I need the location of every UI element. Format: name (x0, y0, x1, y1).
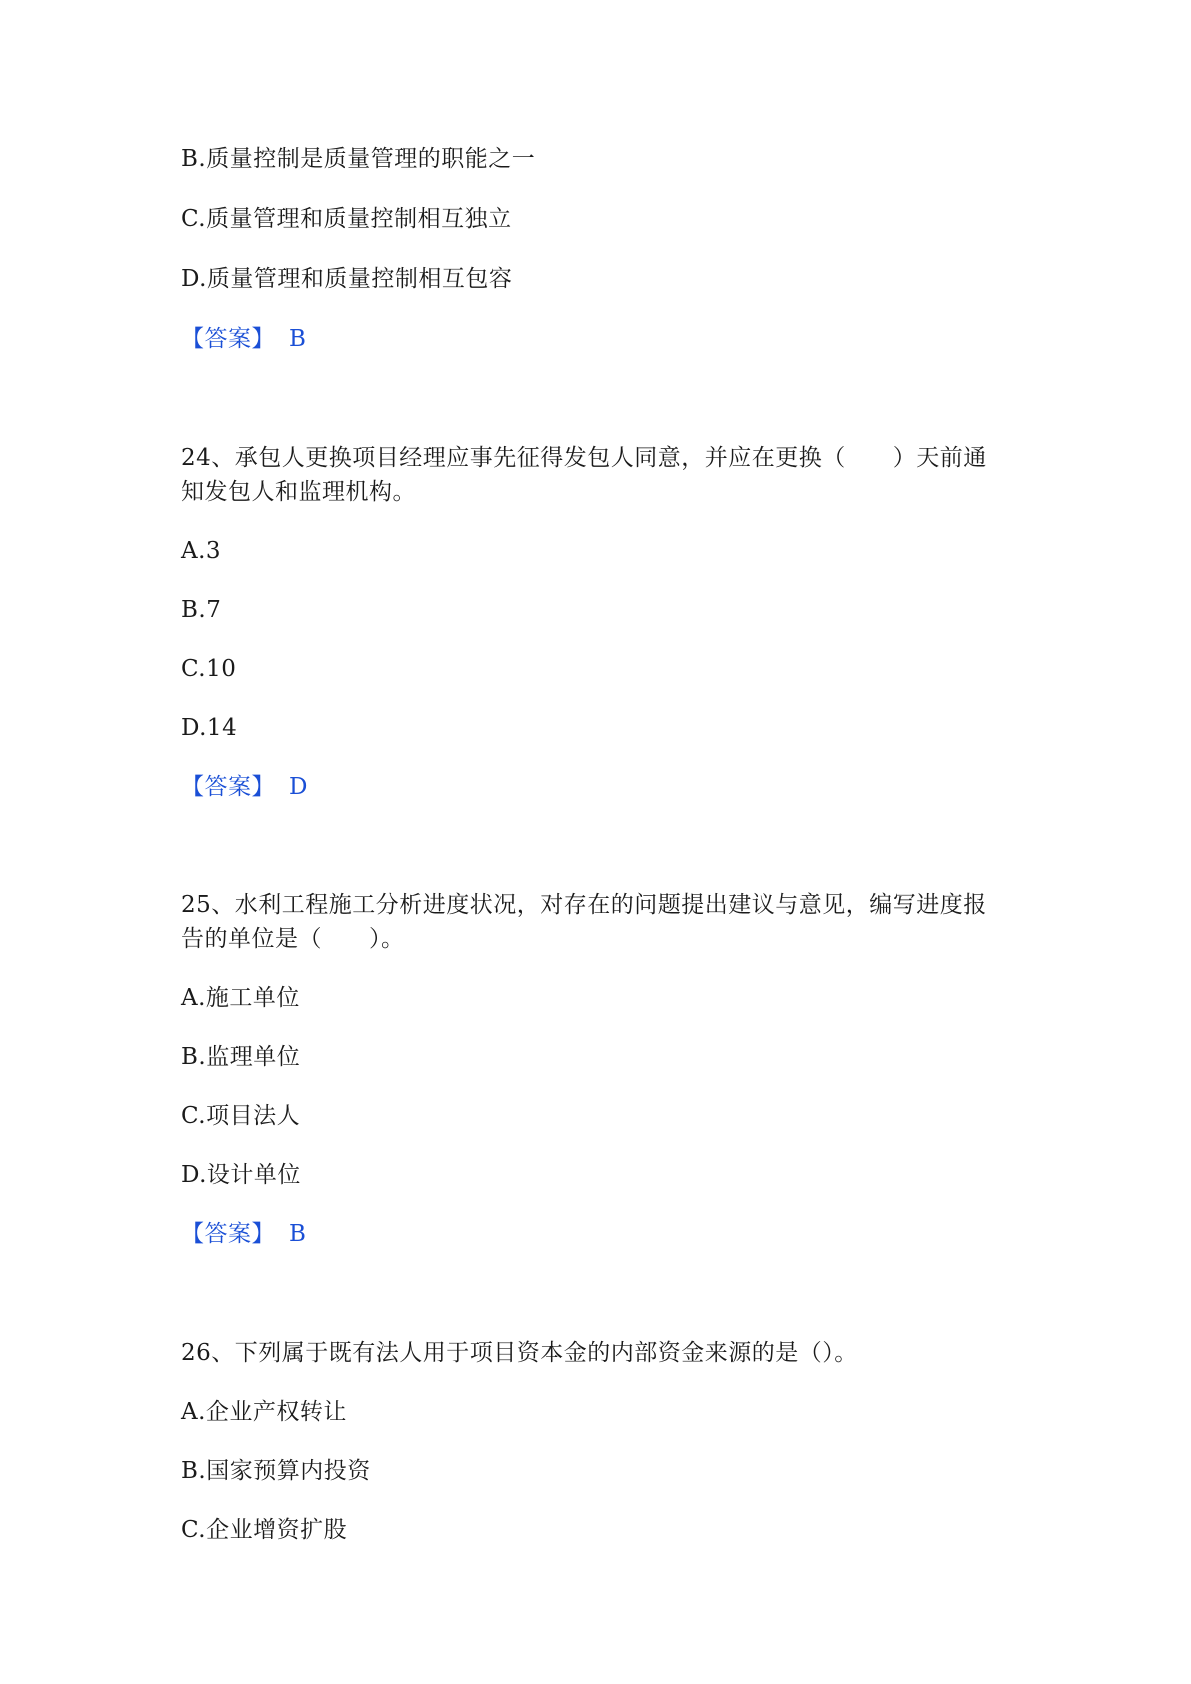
q23-option-b: B.质量控制是质量管理的职能之一 (181, 146, 536, 172)
q23-answer (181, 322, 306, 356)
answer-value: B (289, 1221, 307, 1247)
q25-option-a: A.施工单位 (181, 985, 300, 1011)
q26-option-c: C.企业增资扩股 (181, 1517, 348, 1543)
q24-option-c: C.10 (181, 656, 237, 682)
q24-answer (181, 770, 308, 804)
answer-label: 【答案】 (181, 326, 275, 352)
answer-label: 【答案】 (181, 774, 275, 800)
q24-stem-line1: 24、承包人更换项目经理应事先征得发包人同意，并应在更换（ ）天前通 (181, 445, 987, 471)
q23-option-d: D.质量管理和质量控制相互包容 (181, 266, 513, 292)
q23-option-c: C.质量管理和质量控制相互独立 (181, 206, 512, 232)
q25-stem-line1: 25、水利工程施工分析进度状况，对存在的问题提出建议与意见，编写进度报 (181, 892, 987, 918)
q25-answer (181, 1217, 306, 1251)
answer-value: D (289, 774, 308, 800)
q25-option-d: D.设计单位 (181, 1162, 301, 1188)
answer-label: 【答案】 (181, 1221, 275, 1247)
q24-stem-line2: 知发包人和监理机构。 (181, 479, 416, 505)
q26-option-a: A.企业产权转让 (181, 1399, 347, 1425)
q25-option-c: C.项目法人 (181, 1103, 301, 1129)
q24-option-a: A.3 (181, 538, 222, 564)
q24-option-b: B.7 (181, 597, 222, 623)
q25-option-b: B.监理单位 (181, 1044, 301, 1070)
q24-option-d: D.14 (181, 715, 238, 741)
q25-stem-line2: 告的单位是（ ）。 (181, 926, 405, 952)
q26-stem-line1: 26、下列属于既有法人用于项目资本金的内部资金来源的是（）。 (181, 1340, 858, 1366)
q26-option-b: B.国家预算内投资 (181, 1458, 371, 1484)
answer-value: B (289, 326, 307, 352)
